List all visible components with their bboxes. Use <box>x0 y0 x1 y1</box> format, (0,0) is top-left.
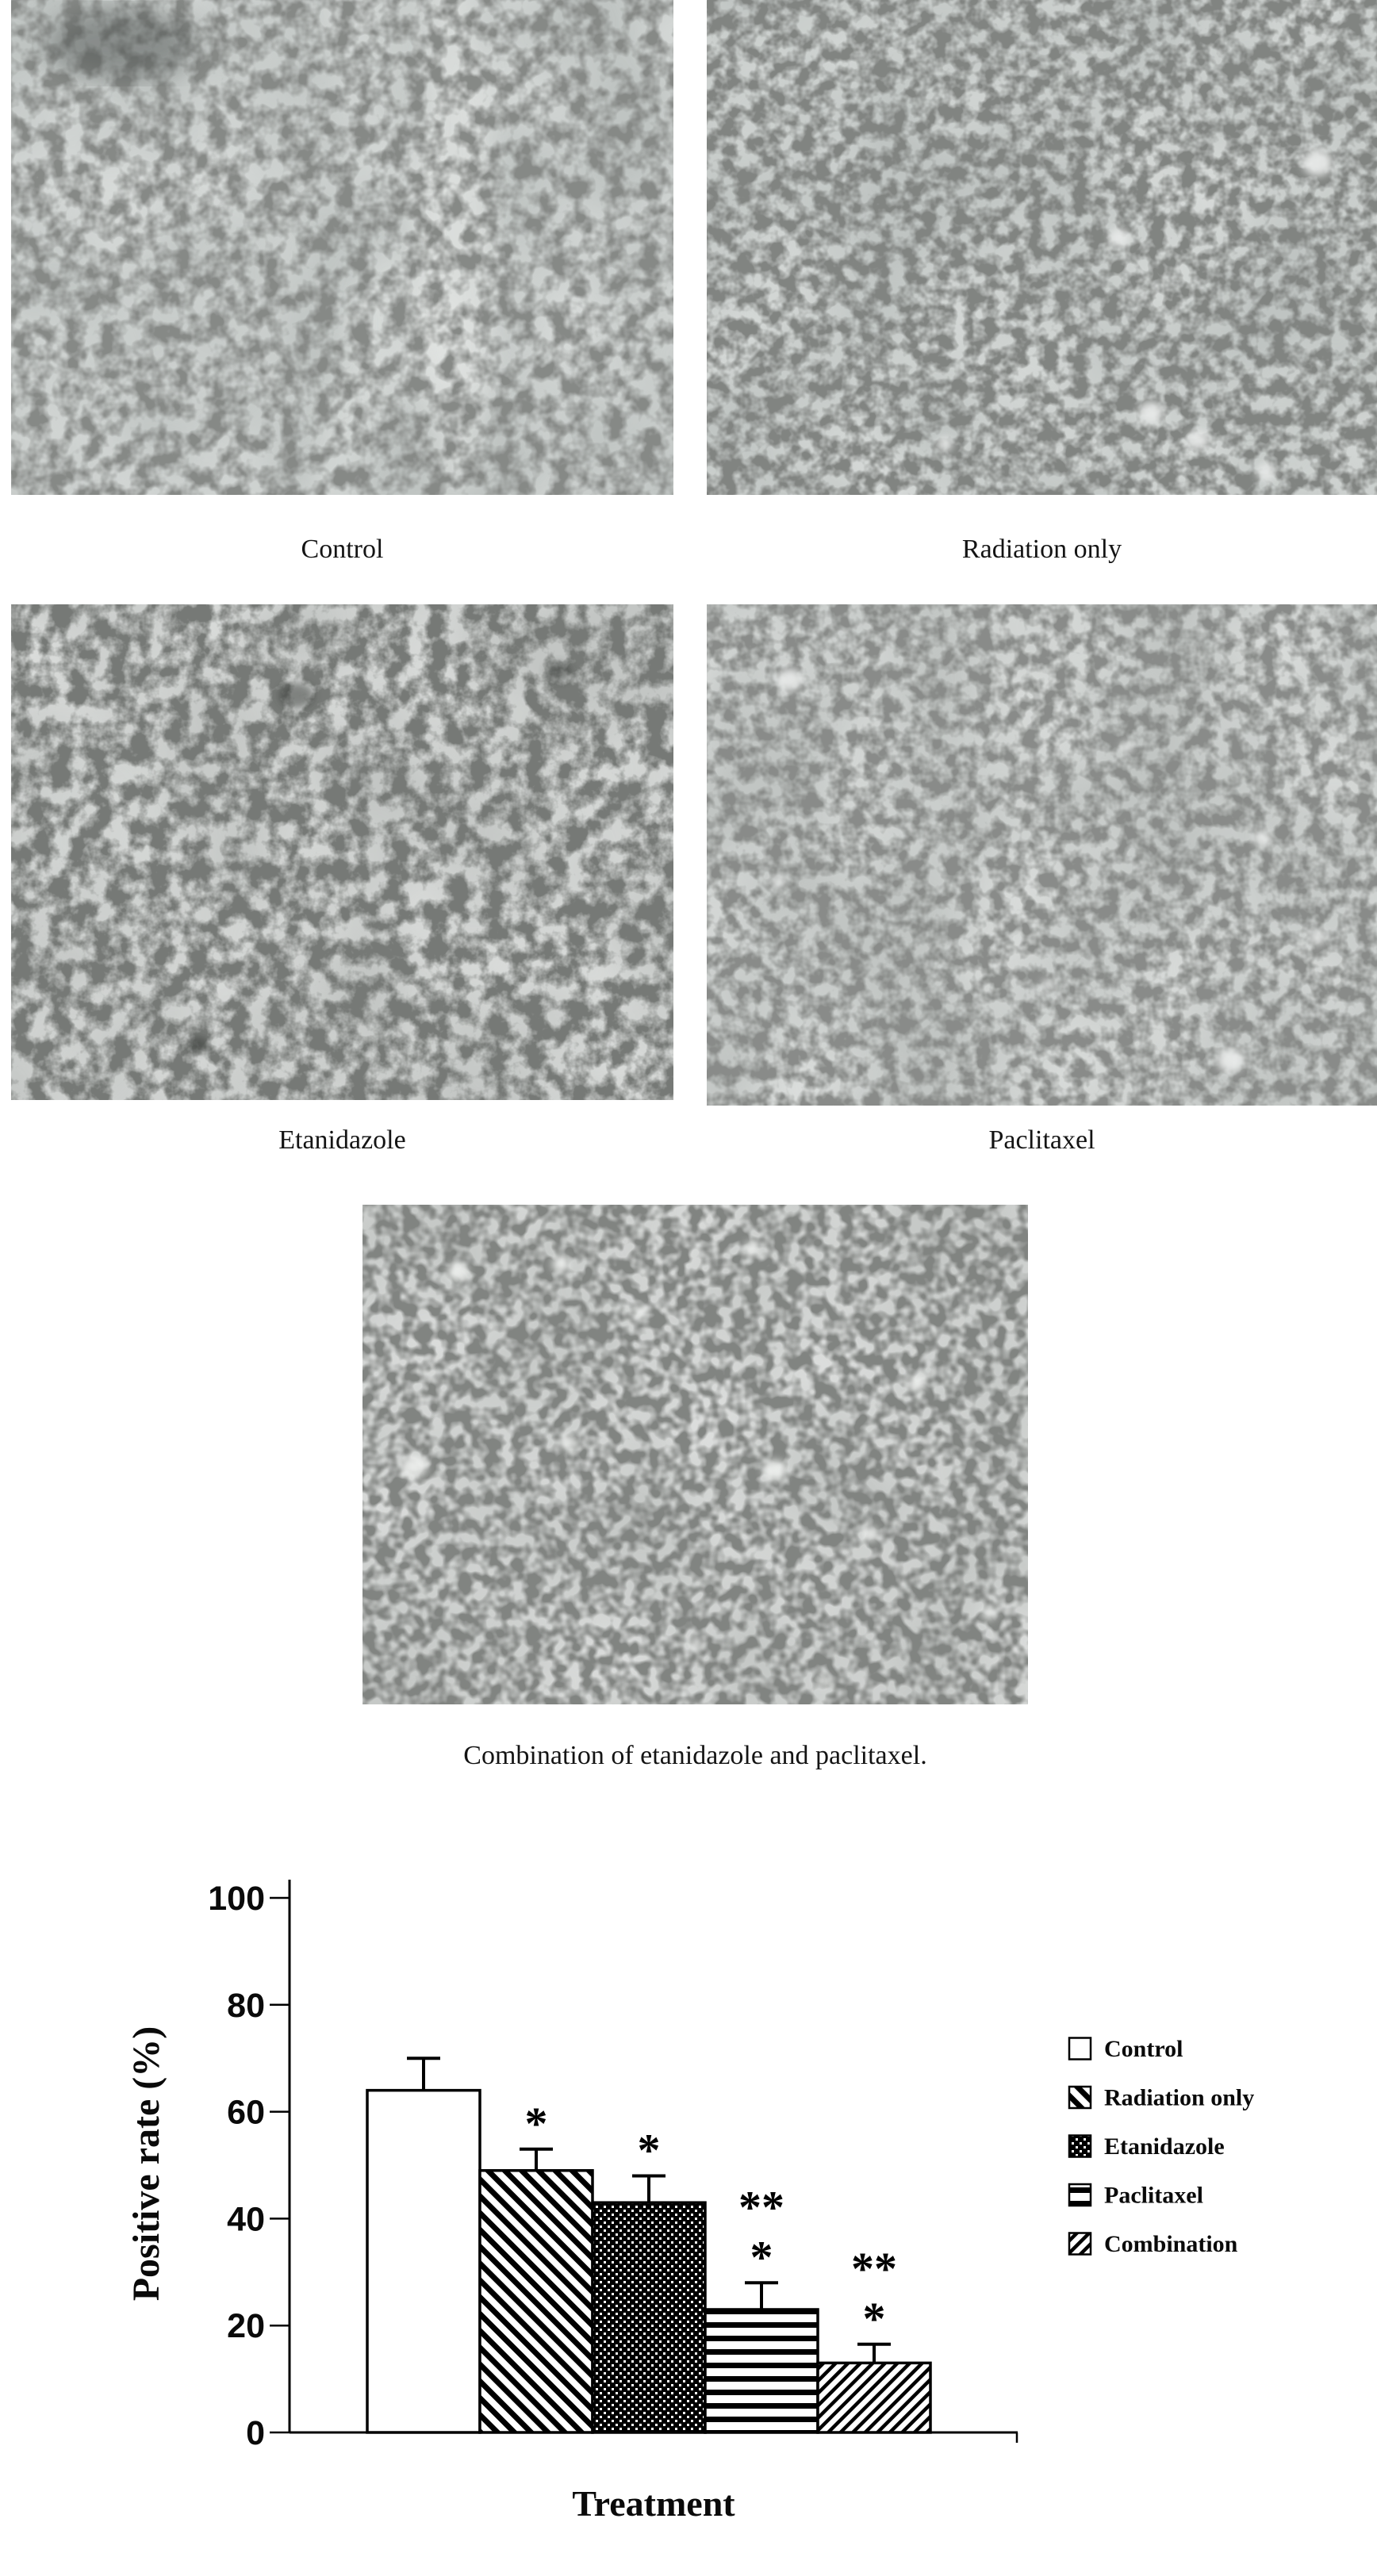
significance-radiation-only: * <box>524 2097 548 2149</box>
micrograph-control-image <box>11 0 673 495</box>
bar-etanidazole <box>593 2202 705 2432</box>
bar-radiation-only <box>480 2171 593 2432</box>
legend-label-control: Control <box>1104 2036 1183 2062</box>
significance-paclitaxel-upper: ** <box>738 2181 784 2233</box>
y-tick-label-60: 60 <box>227 2093 265 2132</box>
legend-label-etanidazole: Etanidazole <box>1104 2133 1225 2160</box>
micrograph-radiation-only <box>707 0 1377 495</box>
legend-swatch-etanidazole <box>1069 2136 1091 2157</box>
caption-radiation-only: Radiation only <box>961 535 1122 564</box>
legend-label-combination: Combination <box>1104 2231 1238 2257</box>
legend-swatch-paclitaxel <box>1069 2184 1091 2206</box>
micrograph-control <box>11 0 673 495</box>
legend-item-combination <box>1069 2231 1238 2257</box>
positive-rate-bar-chart <box>0 1864 1377 2576</box>
bar-control <box>367 2091 480 2432</box>
y-tick-label-0: 0 <box>246 2414 265 2452</box>
legend-label-radiation-only: Radiation only <box>1104 2084 1255 2111</box>
legend-item-control <box>1069 2036 1183 2062</box>
micrograph-combination-image <box>362 1205 1028 1704</box>
x-axis-title: Treatment <box>572 2483 735 2524</box>
error-bar-control <box>407 2058 440 2090</box>
micrograph-etanidazole <box>11 604 673 1100</box>
significance-combination: * <box>862 2292 886 2344</box>
caption-etanidazole: Etanidazole <box>278 1125 406 1155</box>
y-axis-title: Positive rate (%) <box>125 2026 167 2302</box>
error-bar-combination <box>857 2344 891 2363</box>
legend-swatch-radiation-only <box>1069 2087 1091 2108</box>
micrograph-etanidazole-image <box>11 604 673 1100</box>
legend-swatch-combination <box>1069 2233 1091 2255</box>
legend-swatch-control <box>1069 2038 1091 2060</box>
caption-combination: Combination of etanidazole and paclitaxel. <box>463 1741 927 1770</box>
y-tick-label-40: 40 <box>227 2200 265 2239</box>
bar-paclitaxel <box>705 2310 818 2432</box>
micrograph-paclitaxel-image <box>707 604 1377 1106</box>
significance-combination-upper: ** <box>851 2242 897 2294</box>
legend-item-paclitaxel <box>1069 2183 1203 2209</box>
legend-item-etanidazole <box>1069 2133 1225 2160</box>
micrograph-radiation-only-image <box>707 0 1377 495</box>
error-bar-radiation-only <box>520 2149 553 2171</box>
micrograph-paclitaxel <box>707 604 1377 1106</box>
bar-chart-container <box>0 1864 1377 2576</box>
legend <box>1069 2036 1254 2257</box>
y-tick-label-100: 100 <box>208 1880 265 1918</box>
bar-combination <box>818 2363 930 2432</box>
significance-paclitaxel: * <box>750 2231 773 2283</box>
legend-label-paclitaxel: Paclitaxel <box>1104 2182 1203 2209</box>
error-bar-etanidazole <box>632 2175 665 2202</box>
y-tick-label-80: 80 <box>227 1986 265 2025</box>
significance-etanidazole: * <box>637 2124 661 2176</box>
caption-paclitaxel: Paclitaxel <box>988 1125 1095 1155</box>
legend-item-radiation-only <box>1069 2085 1254 2111</box>
y-tick-label-20: 20 <box>227 2307 265 2346</box>
caption-control: Control <box>301 535 384 564</box>
error-bar-paclitaxel <box>745 2283 778 2310</box>
micrograph-combination <box>362 1205 1028 1704</box>
